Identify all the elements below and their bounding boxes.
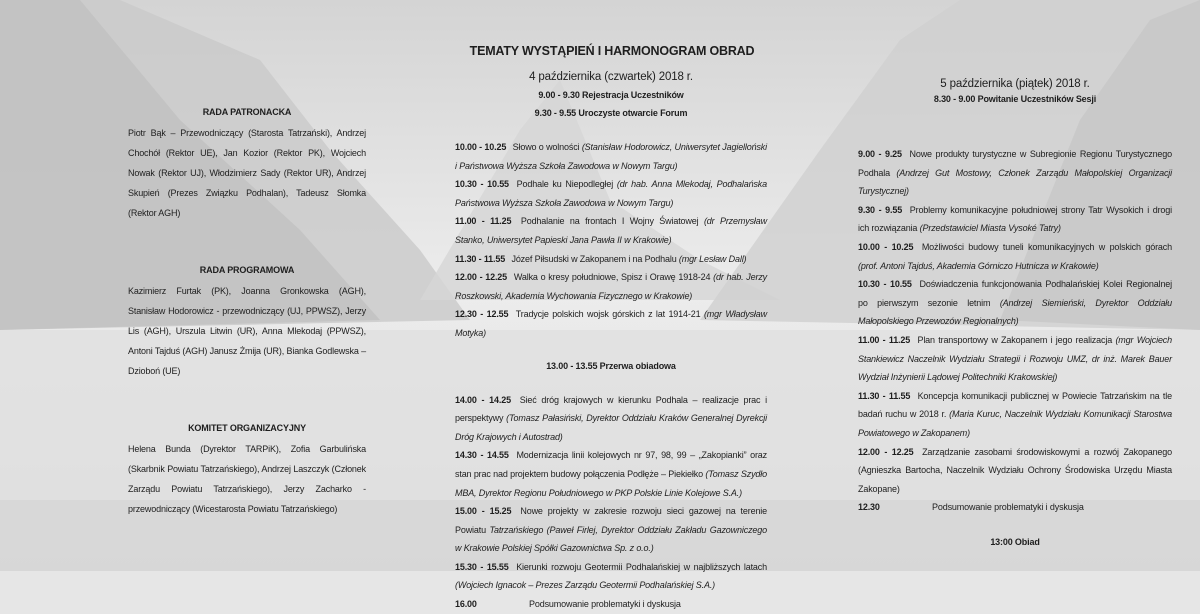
closing-time: 16.00	[455, 599, 477, 610]
schedule-entry	[455, 558, 767, 595]
day1-closing	[455, 595, 767, 614]
entry-title: Problemy komunikacyjne południowej strony Tatr Wysokich i drogi ich rozwiązania	[858, 204, 1172, 234]
day2-closing	[858, 498, 1172, 517]
entry-speaker: (Andrzej Gut Mostowy, Członek Zarządu Małopolskiej Organizacji Turystycznej)	[858, 167, 1172, 197]
committee-organizing	[128, 423, 366, 519]
closing-title: Podsumowanie problematyki i dyskusja	[932, 502, 1084, 513]
committee-patronage	[128, 107, 366, 223]
entry-time: 9.30 - 9.55	[858, 204, 903, 215]
entry-time: 14.30 - 14.55	[455, 450, 509, 461]
entry-title: Tradycje polskich wojsk górskich z lat 1914-21	[515, 309, 701, 320]
schedule-entry	[455, 212, 767, 249]
entry-title: Koncepcja komunikacji publicznej w Powiecie Tatrzańskim na tle badań ruchu w 2018 r.	[858, 390, 1172, 420]
entry-time: 10.00 - 10.25	[455, 142, 507, 152]
entry-time: 10.30 - 10.55	[858, 279, 912, 290]
committee-members: Piotr Bąk – Przewodniczący (Starosta Tatrzański), Andrzej Chochół (Rektor UE), Jan Kozior (Rektor PK), Wojciech Nowak (Rektor UJ), Włodzimierz Sady (Rektor UR), Andrzej Skupień (Prezes Związku Podhalan), Tadeusz Słomka (Rektor AGH)	[128, 128, 366, 218]
schedule-entry	[858, 201, 1172, 238]
entry-speaker: (prof. Antoni Tajduś, Akademia Górniczo Hutnicza w Krakowie)	[858, 260, 1099, 271]
schedule-entry	[455, 138, 767, 175]
entry-title: Podhale ku Niepodległej	[516, 179, 614, 190]
entry-speaker: (Tomasz Szydło MBA, Dyrektor Regionu Południowego w PKP Polskie Linie Kolejowe S.A.)	[455, 468, 767, 498]
schedule-entry	[455, 502, 767, 558]
entry-speaker: (Stanisław Hodorowicz, Uniwersytet Jagielloński i Państwowa Wyższa Szkoła Zawodowa w Nowym Targu)	[455, 142, 768, 171]
day2-column	[858, 78, 1172, 551]
schedule-entry	[455, 446, 767, 502]
schedule-entry	[858, 275, 1172, 331]
entry-title: Zarządzanie zasobami środowiskowymi a rozwój Zakopanego (Agnieszka Bartocha, Naczelnik Wydziału Ochrony Środowiska Urzędu Miasta Zakopane)	[858, 446, 1172, 494]
schedule-entry	[455, 305, 767, 342]
schedule-entry	[858, 331, 1172, 387]
entry-title: Nowe projekty w zakresie rozwoju sieci gazowej na terenie Powiatu	[455, 506, 768, 535]
committee-program	[128, 265, 366, 381]
entry-time: 11.00 - 11.25	[858, 334, 911, 345]
entry-title: Plan transportowy w Zakopanem i jego realizacja	[917, 334, 1113, 345]
day1-column	[455, 44, 767, 614]
entry-title: Podhalanie na frontach I Wojny Światowej	[520, 216, 699, 227]
entry-speaker: (mgr Władysław Motyka)	[455, 309, 767, 338]
day1-afternoon-list	[455, 391, 767, 596]
closing-time: 12.30	[858, 502, 880, 513]
entry-speaker: (dr Przemysław Stanko, Uniwersytet Papieski Jana Pawła II w Krakowie)	[455, 216, 767, 245]
entry-speaker: Tatrzańskiego (Paweł Firlej, Dyrektor Oddziału Zakładu Gazowniczego w Krakowie Polskiej Spółki Gazownictwa Sp. z o.o.)	[455, 524, 767, 554]
entry-title: Modernizacja linii kolejowych nr 97, 98, 99 – „Zakopianki” oraz stan prac nad projektem budowy połączenia Podłęże – Piekiełko	[455, 450, 768, 479]
committee-members: Helena Bunda (Dyrektor TARPiK), Zofia Garbulińska (Skarbnik Powiatu Tatrzańskiego), Andrzej Laszczyk (Członek Zarządu Powiatu Tatrzańskiego), Jerzy Zacharko - przewodniczący (Wicestarosta Powiatu Tatrzańskiego)	[128, 444, 366, 514]
entry-time: 12.30 - 12.55	[455, 309, 509, 320]
schedule-entry	[858, 145, 1172, 201]
day2-list	[858, 145, 1172, 498]
entry-time: 10.30 - 10.55	[455, 179, 509, 190]
entry-speaker: (Wojciech Ignacok – Prezes Zarządu Geotermii Podhalańskiej S.A.)	[455, 580, 716, 591]
committee-heading: RADA PROGRAMOWA	[199, 265, 295, 275]
committees-column	[128, 107, 366, 519]
day1-lunch-break: 13.00 - 13.55 Przerwa obiadowa	[546, 360, 676, 371]
day1-opening-item: 9.00 - 9.30 Rejestracja Uczestników	[538, 90, 684, 100]
entry-title: Doświadczenia funkcjonowania Podhalańskiej Kolei Regionalnej po pierwszym sezonie letnim	[858, 279, 1173, 308]
entry-time: 15.30 - 15.55	[455, 561, 509, 572]
entry-title: Nowe produkty turystyczne w Subregionie Regionu Turystycznego Podhala	[858, 149, 1172, 178]
entry-title: Sieć dróg krajowych w kierunku Podhala – realizacje prac i perspektywy	[455, 394, 767, 424]
schedule-entry	[858, 387, 1172, 443]
schedule-entry	[858, 238, 1172, 275]
entry-time: 14.00 - 14.25	[455, 394, 511, 405]
schedule-entry	[858, 443, 1172, 499]
entry-speaker: (Andrzej Siemieński, Dyrektor Oddziału Małopolskiego Przewozów Regionalnych)	[858, 297, 1173, 327]
day1-opening-item: 9.30 - 9.55 Uroczyste otwarcie Forum	[534, 108, 688, 118]
day1-morning-list	[455, 138, 767, 343]
schedule-entry	[455, 250, 767, 269]
entry-speaker: (mgr Lesław Dall)	[678, 253, 747, 264]
closing-title: Podsumowanie problematyki i dyskusja	[529, 599, 681, 610]
committee-members: Kazimierz Furtak (PK), Joanna Gronkowska (AGH), Stanisław Hodorowicz - przewodniczący (UJ, PPWSZ), Jerzy Lis (AGH), Urszula Litwin (UR), Anna Mlekodaj (PPWSZ), Antoni Tajduś (AGH) Janusz Żmija (UR), Bianka Godlewska – Dzioboń (UE)	[128, 286, 366, 376]
entry-title: Słowo o wolności	[512, 142, 580, 152]
schedule-entry	[455, 268, 767, 305]
entry-title: Kierunki rozwoju Geotermii Podhalańskiej w najbliższych latach	[516, 561, 767, 572]
entry-speaker: (Tomasz Pałasiński, Dyrektor Oddziału Kraków Generalnej Dyrekcji Dróg Krajowych i Autostrad)	[455, 413, 767, 442]
entry-time: 9.00 - 9.25	[858, 149, 902, 159]
day1-date: 4 października (czwartek) 2018 r.	[529, 71, 693, 83]
entry-title: Józef Piłsudski w Zakopanem i na Podhalu	[511, 253, 677, 264]
entry-time: 12.00 - 12.25	[455, 272, 508, 283]
entry-time: 11.30 - 11.55	[858, 390, 911, 401]
day2-lunch: 13:00 Obiad	[990, 536, 1040, 547]
entry-title: Walka o kresy południowe, Spisz i Orawę 1918-24	[513, 272, 711, 283]
committee-heading: KOMITET ORGANIZACYJNY	[188, 423, 306, 433]
entry-title: Możliwości budowy tuneli komunikacyjnych w polskich górach	[921, 241, 1172, 252]
entry-time: 11.30 - 11.55	[455, 253, 506, 264]
entry-time: 15.00 - 15.25	[455, 506, 512, 517]
day2-date: 5 października (piątek) 2018 r.	[940, 78, 1090, 90]
day2-opening: 8.30 - 9.00 Powitanie Uczestników Sesji	[933, 94, 1097, 104]
entry-time: 12.00 - 12.25	[858, 446, 914, 457]
entry-speaker: (dr hab. Jerzy Roszkowski, Akademia Wychowania Fizycznego w Krakowie)	[455, 272, 768, 301]
entry-time: 11.00 - 11.25	[455, 216, 512, 227]
committee-heading: RADA PATRONACKA	[202, 107, 292, 117]
schedule-entry	[455, 391, 767, 447]
page-title: TEMATY WYSTĄPIEŃ I HARMONOGRAM OBRAD	[469, 44, 755, 58]
entry-speaker: (Maria Kuruc, Naczelnik Wydziału Komunikacji Starostwa Powiatowego w Zakopanem)	[858, 409, 1172, 438]
entry-time: 10.00 - 10.25	[858, 241, 914, 252]
entry-speaker: (Przedstawiciel Miasta Vysoké Tatry)	[919, 223, 1061, 234]
entry-speaker: (dr hab. Anna Mlekodaj, Podhalańska Państwowa Wyższa Szkoła Zawodowa w Nowym Targu)	[455, 179, 768, 208]
schedule-entry	[455, 175, 767, 212]
entry-speaker: (mgr Wojciech Stankiewicz Naczelnik Wydziału Strategii i Rozwoju UMZ, dr inż. Marek Bauer Wydział Inżynierii Lądowej Politechniki Krakowskiej)	[858, 334, 1173, 383]
